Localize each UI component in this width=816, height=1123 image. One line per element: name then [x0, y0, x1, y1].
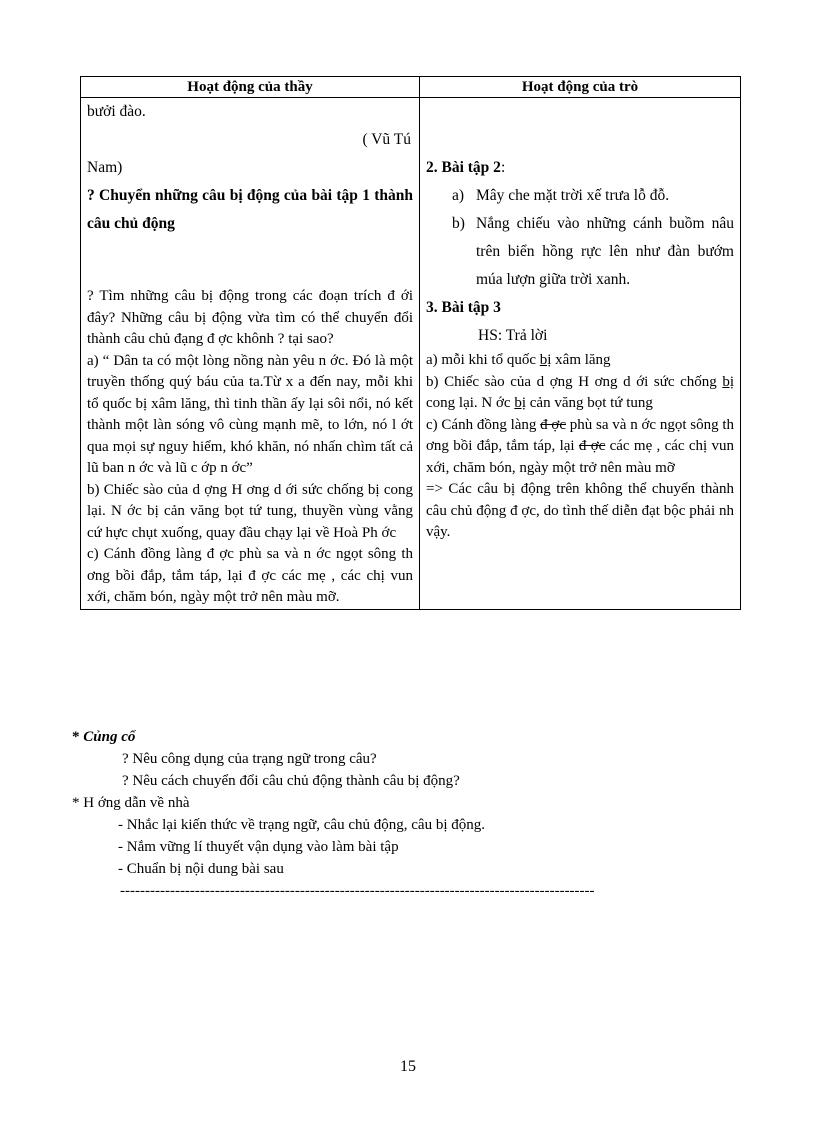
exercise-2-list: [426, 182, 734, 294]
answer-text: các mẹ , các chị vun xới, chăm bón, ngày một trở nên màu mỡ: [426, 438, 734, 476]
answer-text: phù sa và n ớc ngọt sông th ơng bồi đắp, tắm táp, lại: [426, 416, 735, 454]
homework-item: - Nắm vững lí thuyết vận dụng vào làm bài tập: [118, 839, 399, 855]
exercise-2-item-a: [426, 182, 734, 210]
heading-marker: *: [72, 729, 84, 745]
answer-a: [426, 350, 734, 372]
item-text: Nắng chiếu vào những cánh buồm nâu trên biển hồng rực lên như đàn bướm múa lượn giữa trời xanh.: [476, 215, 734, 288]
separator-line: -----------------------------------------------------------------------------------------------: [120, 883, 595, 899]
answer-conclusion: => Các câu bị động trên không thể chuyển thành câu chủ động đ ợc, do tình thế diễn đạt bộc phải nh vậy.: [426, 481, 734, 540]
answer-text: xâm lăng: [551, 352, 611, 368]
item-text: Mây che mặt trời xế trưa lỗ đỗ.: [476, 187, 670, 204]
lesson-activity-table: [80, 76, 741, 610]
homework-item: - Chuẩn bị nội dung bài sau: [118, 861, 284, 877]
author-credit-close: Nam): [87, 159, 123, 176]
hs-text: Trả lời: [505, 327, 548, 344]
homework-item: - Nhắc lại kiến thức về trạng ngữ, câu chủ động, câu bị động.: [118, 817, 485, 833]
teacher-column-header: Hoạt động của thầy: [81, 77, 420, 98]
answer-text: a) mỗi khi tổ quốc: [426, 352, 540, 368]
teacher-question-2: ? Tìm những câu bị động trong các đoạn trích đ ới đây? Những câu bị động vừa tìm có thể chuyển đổi thành câu chủ đạng đ ợc khônh ? tại sao?: [87, 288, 413, 347]
consolidation-question-2: ? Nêu cách chuyển đổi câu chủ động thành câu bị động?: [122, 773, 460, 789]
item-label: b): [452, 215, 465, 232]
consolidation-question-1: ? Nêu công dụng của trạng ngữ trong câu?: [122, 751, 377, 767]
student-activity-cell: [420, 98, 741, 610]
student-column-header: Hoạt động của trò: [420, 77, 741, 98]
lesson-closing-section: [72, 726, 712, 902]
passive-marker: bị: [722, 373, 734, 390]
passive-marker: đ ợc: [578, 438, 606, 454]
answer-text: cong lại. N ớc: [426, 395, 515, 411]
exercise-3-title: 3. Bài tập 3: [426, 299, 501, 316]
homework-heading: * H ớng dẫn về nhà: [72, 795, 190, 811]
exercise-2-heading: [426, 154, 734, 182]
answer-text: b) Chiếc sào của d ợng H ơng d ới sức chống: [426, 373, 723, 390]
answer-b: [426, 372, 734, 415]
excerpt-a: a) “ Dân ta có một lòng nồng nàn yêu n ớc. Đó là một truyền thống quý báu của ta.Từ x a đến nay, mỗi khi tổ quốc bị xâm lăng, thì tinh thần ấy lại sôi nổi, nó kết thành một làn sóng vô cùng mạnh mẽ, to lớn, nó l ớt qua mọi sự nguy hiểm, khó khăn, nó nhấn chìm tất cả lũ ban n ớc và lũ c ớp n ớc”: [87, 352, 413, 476]
answer-c: [426, 415, 734, 480]
passive-marker: bị: [539, 352, 552, 368]
teacher-question-1: ? Chuyển những câu bị động của bài tập 1 thành câu chủ động: [87, 187, 413, 232]
exercise-2-item-b: [426, 210, 734, 294]
excerpt-c: c) Cánh đồng làng đ ợc phù sa và n ớc ngọt sông th ơng bồi đắp, tắm táp, lại đ ợc các mẹ , các chị vun xới, chăm bón, ngày một trở nên màu mỡ.: [87, 546, 413, 605]
page-number: 15: [400, 1058, 416, 1075]
answer-text: cản văng bọt tứ tung: [526, 395, 653, 411]
author-credit-open: ( Vũ Tú: [362, 131, 411, 148]
exercise-2-colon: :: [500, 159, 506, 176]
consolidation-title: Củng cố: [83, 729, 136, 745]
hs-label: HS:: [478, 327, 503, 344]
consolidation-heading: [72, 726, 712, 748]
answer-text: c) Cánh đồng làng: [426, 416, 541, 433]
passive-marker: bị: [514, 395, 526, 411]
teacher-activity-cell: [81, 98, 420, 610]
item-label: a): [452, 187, 465, 204]
passive-marker: đ ợc: [540, 416, 567, 433]
excerpt-b: b) Chiếc sào của d ợng H ơng d ới sức chống bị cong lại. N ớc bị cản văng bọt tứ tung, thuyền vùng vằng cứ hực chụt xuống, quay đầu chạy lại về Hoà Ph ớc: [87, 481, 413, 541]
exercise-2-title: 2. Bài tập 2: [426, 159, 501, 176]
teacher-text-intro: bưởi đào.: [87, 103, 146, 120]
student-answer-label: [426, 322, 734, 350]
